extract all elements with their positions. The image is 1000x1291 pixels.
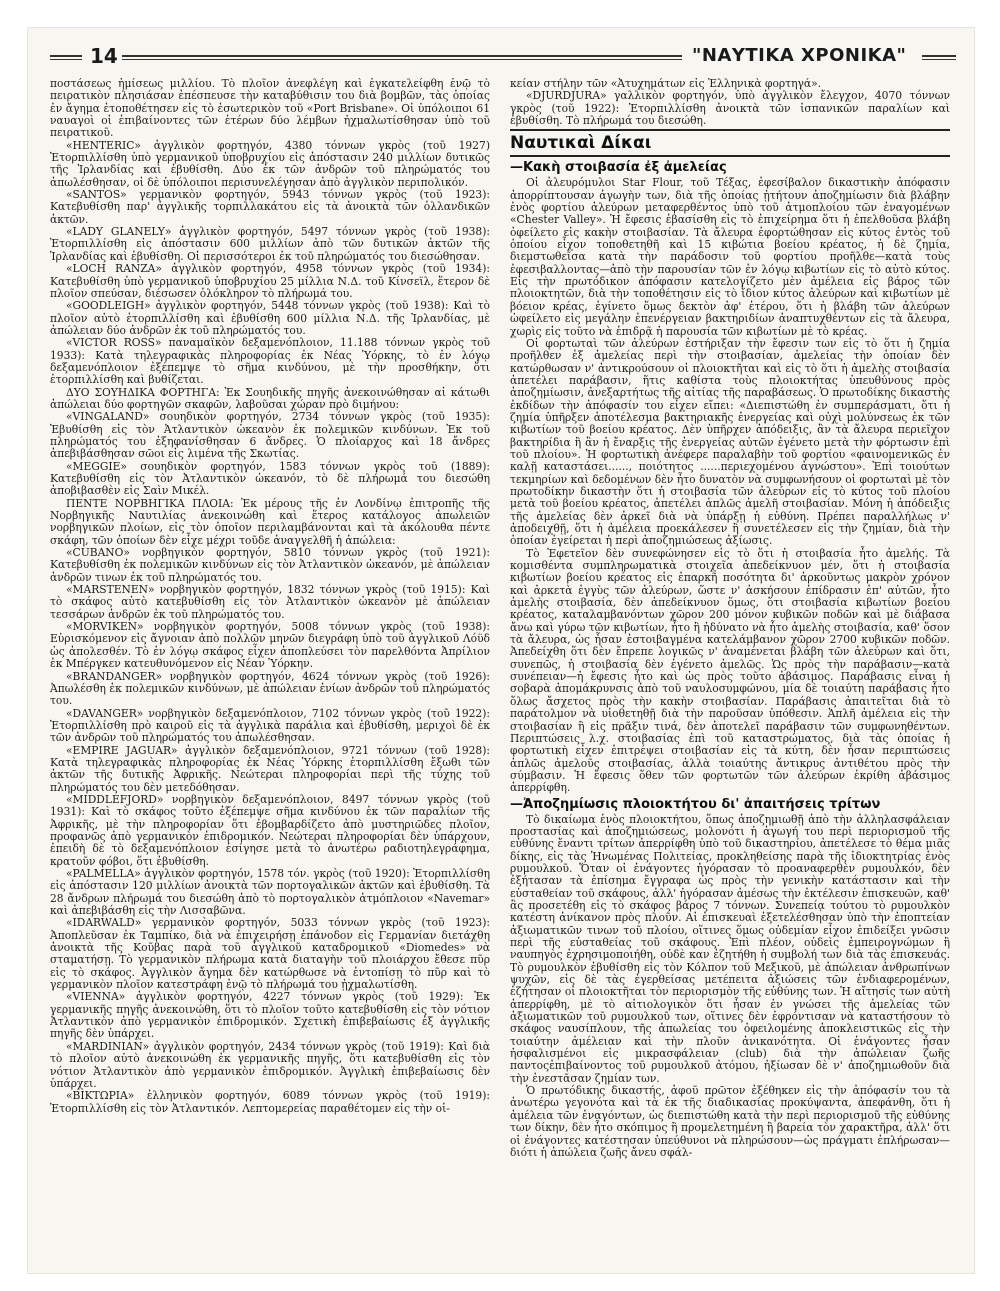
left-paragraph: «MORVIKEN» νορβηγικὸν φορτηγόν, 5008 τόννων γκρὸς (τοῦ 1938): Εὑρισκόμενον εἰς ἄγνοιαν ἀπὸ πολλῶν μηνῶν διεγράφη ὑπὸ τοῦ ἀγγλικοῦ Λόϋδ ὡς ἀπολεσθέν. Τὸ ἐν λόγῳ σκάφος εἶχεν ἀποπλεύσει τὸν παρελθόντα Ἀπρίλιον ἐκ Μπέργκεν κατευθυνόμενον εἰς Νέαν Ὑόρκην.: [50, 620, 490, 671]
header-rule-right: [922, 55, 956, 60]
article-paragraph: Τὸ δικαίωμα ἑνὸς πλοιοκτήτου, ὅπως ἀποζημιωθῇ ἀπὸ τὴν ἀλληλασφάλειαν προστασίας καὶ ἀποζημιώσεως, μολονότι ἡ ἀγωγή του περὶ περιορισμοῦ τῆς εὐθύνης ἔναντι τρίτων ἀπερρίφθη ὑπὸ τοῦ δικαστηρίου, ἀπετέλεσε τὸ θέμα μιᾶς δίκης, εἰς τὰς Ἡνωμένας Πολιτείας, προκληθείσης παρὰ τῆς ἰδιοκτητρίας ἑνὸς ρυμουλκοῦ. Ὅταν οἱ ἐνάγοντες ἠγόρασαν τὸ προαναφερθὲν ρυμουλκόν, δὲν ἐξήτασαν τὰ ἐπίσημα ἔγγραφα ὡς πρὸς τὴν γενικὴν κατάστασιν καὶ τὴν εὐσταθείαν τοῦ σκάφους, ἀλλ' ἠγόρασαν ἀμέσως τὴν ἐκτέλεσιν ἐπισκευῶν, καθ' ἃς προσετέθη εἰς τὸ σκάφος βάρος 7 τόννων. Συνεπείᾳ τούτου τὸ ρυμουλκὸν κατέστη ἀνίκανον πρὸς πλοῦν. Αἱ ἐπισκευαὶ ἐξετελέσθησαν ὑπὸ τὴν ἐποπτείαν ἀξιωματικῶν τινων τοῦ πλοίου, οἵτινες ὅμως οὐδεμίαν εἶχον ἐπιδείξει γνῶσιν περὶ τῆς εὐσταθείας τοῦ σκάφους. Ἐπὶ πλέον, οὐδεὶς ἐμπειρογνώμων ἢ ναυπηγὸς ἐχρησιμοποιήθη, οὐδὲ καν ἐζητήθη ἡ συμβολή των διὰ τὰς ἐπισκευάς. Τὸ ρυμουλκὸν ἐβυθίσθη εἰς τὸν Κόλπον τοῦ Μεξικοῦ, μὲ ἀπώλειαν ἀνθρωπίνων ψυχῶν, εἰς δὲ τὰς ἐγερθείσας μετέπειτα ἀξιώσεις τῶν ἐνδιαφερομένων, ἐζήτησαν οἱ πλοιοκτῆται τὸν περιορισμὸν τῆς εὐθύνης των. Ἡ αἴτησίς των αὐτὴ ἀπερρίφθη, μὲ τὸ αἰτιολογικὸν ὅτι ἦσαν ἐν γνώσει τῆς ἀμελείας τῶν ἀξιωματικῶν τοῦ ρυμουλκοῦ των, οἵτινες δὲν ἐφρόντισαν νὰ καταστήσουν τὸ σκάφος ναυσίπλουν, τῆς ἀπωλείας του ὀφειλομένης ἀποκλειστικῶς εἰς τὴν τοιαύτην ἀμέλειαν καὶ τὴν πλοῦν ἀνικανότητα. Οἱ ἐνάγοντες ἦσαν ἠσφαλισμένοι εἰς μικρασφάλειαν (club) διὰ τὴν ἀπώλειαν ζωῆς παντοςἐπιβαίνοντος τοῦ ρυμουλκοῦ ἀτόμου, ἠξίωσαν δὲ ν' ἀποζημιωθοῦν διὰ τὴν ἐνεστᾶσαν ζημίαν των.: [510, 812, 950, 1085]
subsection-heading: —Ἀποζημίωσις πλοιοκτήτου δι' ἀπαιτήσεις τρίτων: [510, 796, 881, 812]
subsection-heading: —Κακὴ στοιβασία ἐξ ἀμελείας: [510, 160, 727, 176]
left-paragraph: «EMPIRE JAGUAR» ἀγγλικὸν δεξαμενόπλοιον, 9721 τόννων (τοῦ 1928): Κατὰ τηλεγραφικὰς πληροφορίας ἐκ Νέας Ὑόρκης ἐτορπιλλίσθη ἔξωθι τῶν ἀκτῶν τῆς δυτικῆς Ἀφρικῆς. Νεώτεραι πληροφορίαι περὶ τῆς τύχης τοῦ πληρώματός του δὲν μετεδόθησαν.: [50, 743, 490, 794]
left-paragraph: «IDARWALD» γερμανικὸν φορτηγόν, 5033 τόννων γκρὸς (τοῦ 1923): Ἀποπλεῦσαν ἐκ Ταμπίκο, διὰ νὰ ἐπιχειρήσῃ ἐπάνοδον εἰς Γερμανίαν διετάχθη ἀνοικτὰ τῆς Κοῦβας παρὰ τοῦ ἀγγλικοῦ καταδρομικοῦ «Diomedes» νὰ σταματήσῃ. Τὸ γερμανικὸν πλήρωμα κατὰ διαταγὴν τοῦ πλοιάρχου ἔθεσε πῦρ εἰς τὸ σκάφος. Ἀγγλικὸν ἄγημα δὲν κατώρθωσε νὰ ἐντοπίσῃ τὸ πῦρ καὶ τὸ γερμανικὸν πλοῖον κατεστράφη ἐνῷ τὸ πλήρωμά του ᾐχμαλωτίσθη.: [50, 916, 490, 992]
left-paragraph: «VINGALAND» σουηδικὸν φορτηγόν, 2734 τόννων γκρὸς (τοῦ 1935): Ἐβυθίσθη εἰς τὸν Ἀτλαντικὸν ὠκεανὸν ἐκ πολεμικῶν κινδύνων. Ἐκ τοῦ πληρώματός του ἐξηφανίσθησαν 6 ἄνδρες. Ὁ πλοίαρχος καὶ 18 ἄνδρες ἀπεβιβάσθησαν σῶοι εἰς λιμένα τῆς Σκωτίας.: [50, 410, 490, 461]
left-paragraph: «DAVANGER» νορβηγικὸν δεξαμενόπλοιον, 7102 τόννων γκρὸς (τοῦ 1922): Ἐτορπιλλίσθη πρὸ καιροῦ εἰς τὰ ἀγγλικὰ παράλια καὶ ἐβυθίσθη, μεριχοὶ δὲ ἐκ τῶν ἀνδρῶν τοῦ πληρώματός του ἀπωλέσθησαν.: [50, 706, 490, 745]
left-paragraph: «GOODLEIGH» ἀγγλικὸν φορτηγόν, 5448 τόννων γκρὸς (τοῦ 1938): Καὶ τὸ πλοῖον αὐτὸ ἐτορπιλλίσθη καὶ ἐβυθίσθη 600 μίλλια Ν.Δ. τῆς Ἰρλανδίας, μὲ ἀπώλειαν δύο ἀνδρῶν ἐκ τοῦ πληρώματός του.: [50, 299, 490, 337]
journal-title: "ΝΑΥΤΙΚΑ ΧΡΟΝΙΚΑ": [692, 45, 907, 66]
section-title: Ναυτικαὶ Δίκαι: [510, 129, 950, 157]
left-paragraph: «MARSTENEN» νορβηγικὸν φορτηγόν, 1832 τόννων γκρὸς (τοῦ 1915): Καὶ τὸ σκάφος αὐτὸ κατεβυθίσθη εἰς τὸν Ἀτλαντικὸν ὠκεανὸν μὲ ἀπώλειαν τεσσάρων ἀνδρῶν ἐκ τοῦ πληρώματός του.: [50, 583, 490, 621]
right-intro-paragraph: «DJURDJURA» γαλλικὸν φορτηγόν, ὑπὸ ἀγγλικὸν ἔλεγχον, 4070 τόννων γκρὸς (τοῦ 1922): Ἐτορπιλλίσθη ἀνοικτὰ τῶν ἰσπανικῶν παραλίων καὶ ἐβυθίσθη. Τὸ πλήρωμά του διεσώθη.: [510, 89, 950, 128]
left-paragraph: «VICTOR ROSS» παναμαϊκὸν δεξαμενόπλοιον, 11.188 τόννων γκρὸς τοῦ 1933): Κατὰ τηλεγραφικὰς πληροφορίας ἐκ Νέας Ὑόρκης, τὸ ἐν λόγῳ δεξαμενόπλοιον ἐξέπεμψε τὸ σῆμα κινδύνου, μὲ τὴν προσθήκην, ὅτι ἐτορπιλλίσθη καὶ βυθίζεται.: [50, 336, 490, 387]
article-paragraph: Οἱ ἀλευρόμυλοι Star Flour, τοῦ Τέξας, ἐφεσίβαλον δικαστικὴν ἀπόφασιν ἀπορρίπτουσαν ἀγωγὴν των, διὰ τῆς ὁποίας ᾐτήτουν ἀποζημίωσιν διὰ βλάβην ἐνὸς φορτίου ἀλεύρων μεταφερθέντος ὑπὸ τοῦ ἀτμοπλοίου τῶν ἐναγομένων «Chester Valley». Ἡ ἔφεσις ἐβασίσθη εἰς τὸ ἐπιχείρημα ὅτι ἡ ἐπελθοῦσα βλάβη ὀφείλετο εἰς κακὴν στοιβασίαν. Τὰ ἄλευρα ἐφορτώθησαν εἰς κύτος ἐντὸς τοῦ ὁποίου εἶχον τοποθετηθῆ καὶ 15 κιβώτια βοείου κρέατος, ἡ δὲ ζημία, διεμστωθεῖσα κατὰ τὴν παράδοσιν τοῦ φορτίου προῆλθε—κατὰ τοὺς ἐφεσιβαλλοντας—ἀπὸ τὴν παρουσίαν τῶν ἐν λόγῳ κιβωτίων εἰς τὸ αὐτὸ κύτος. Εἰς τὴν πρωτόδικον ἀπόφασιν κατελογίζετο μὲν ἀμέλεια εἰς βάρος τῶν πλοιοκτητῶν, διὰ τὴν τοποθέτησιν εἰς τὸ ἴδιον κύτος ἀλεύρων καὶ κιβωτίων μὲ βόειον κρέας, ἐγίνετο ὅμως δεκτὸν ἀφ' ἑτέρου, ὅτι ἡ βλάβη τῶν ἀλεύρων ὠφείλετο εἰς μεγάλην ἐπενέργειαν βακτηριδίων ἀναπτυχθέντων εἰς τὰ ἄλευρα, χωρὶς εἰς τοῦτο νὰ ἐπιδρᾷ ἡ παρουσία τῶν κιβωτίων μὲ τὸ κρέας.: [510, 176, 950, 338]
left-column: [50, 78, 490, 1263]
left-paragraph: ΠΕΝΤΕ ΝΟΡΒΗΓΙΚΑ ΠΛΟΙΑ: Ἐκ μέρους τῆς ἐν Λονδίνῳ ἐπιτροπῆς τῆς Νορβηγικῆς Ναυτιλίας ἀνεκοινώθη καὶ ἕτερος κατάλογος ἀπωλειῶν νορβηγικῶν πλοίων, εἰς τὸν ὁποῖον περιλαμβάνονται καὶ τὰ ἀκόλουθα πέντε σκάφη, τῶν ὁποίων δὲν εἶχε μέχρι τοῦδε ἀναγγελθῆ ἡ ἀπώλεια:: [50, 496, 490, 547]
article-paragraph: Ὁ πρωτόδικης δικαστής, ἀφοῦ πρῶτον ἐξέθηκεν εἰς τὴν ἀπόφασίν του τὰ ἀνωτέρω γεγονότα καὶ τὰ ἐκ τῆς διαδικασίας προκύψαντα, ἀπεφάνθη, ὅτι ἡ ἀμέλεια τῶν ἐναγόντων, ὡς διεπιστώθη κατὰ τὴν περὶ περιορισμοῦ τῆς εὐθύνης των δίκην, δὲν ἦτο σκόπιμος ἢ προμελετημένη ἢ βαρεία τὸν χαρακτῆρα, ἀλλ' ὅτι οἱ ἐνάγοντες κατέστησαν ὑπεύθυνοι νὰ πληρώσουν—ὡς πράγματι ἐπλήρωσαν—διότι ἡ ἀπώλεια ζωῆς ἄνευ σφάλ-: [510, 1084, 950, 1159]
left-paragraph: ΔΥΟ ΣΟΥΗΔΙΚΑ ΦΟΡΤΗΓΑ: Ἐκ Σουηδικῆς πηγῆς ἀνεκοινώθησαν αἱ κάτωθι ἀπώλειαι δύο φορτηγῶν σκαφῶν, λαβοῦσαι χώραν πρὸ διμήνου:: [50, 385, 490, 411]
header-rule-middle: [122, 55, 682, 60]
left-paragraph: «LADY GLANELY» ἀγγλικὸν φορτηγόν, 5497 τόννων γκρὸς (τοῦ 1938): Ἐτορπιλλίσθη εἰς ἀπόστασιν 600 μιλλίων ἀπὸ τῶν δυτικῶν ἀκτῶν τῆς Ἰρλανδίας καὶ ἐβυθίσθη. Οἱ περισσότεροι ἐκ τοῦ πληρώματός του διεσώθησαν.: [50, 225, 490, 263]
right-column: [510, 78, 950, 1263]
left-paragraph: «MARDINIAN» ἀγγλικὸν φορτηγόν, 2434 τόννων γκρὸς (τοῦ 1919): Καὶ διὰ τὸ πλοῖον αὐτὸ ἀνεκοινώθη ἐκ γερμανικῆς πηγῆς, ὅτι κατεβυθίσθη εἰς τὸν νότιον Ἀτλαντικὸν ἀπὸ γερμανικὸν ἐπιδρομικόν. Ἀγγλικὴ ἐπιβεβαίωσις δὲν ὑπάρχει.: [50, 1039, 490, 1090]
left-paragraph: «SANTOS» γερμανικὸν φορτηγόν, 5943 τόννων γκρὸς (τοῦ 1923): Κατεβυθίσθη παρ' ἀγγλικῆς τορπιλλακάτου εἰς τὰ ἀνοικτὰ τῶν ὁλλανδικῶν ἀκτῶν.: [50, 188, 490, 226]
left-paragraph: «BRANDANGER» νορβηγικὸν φορτηγόν, 4624 τόννων γκρὸς (τοῦ 1926): Ἀπωλέσθη ἐκ πολεμικῶν κινδύνων, μὲ ἀπώλειαν ἐνίων ἀνδρῶν τοῦ πληρώματός του.: [50, 669, 490, 708]
left-paragraph: «PALMELLA» ἀγγλικὸν φορτηγόν, 1578 τόν. γκρὸς (τοῦ 1920): Ἐτορπιλλίσθη εἰς ἀπόστασιν 120 μιλλίων ἀνοικτὰ τῶν πορτογαλικῶν ἀκτῶν καὶ ἐβυθίσθη. Τὰ 28 ἄνδρων πλήρωμά του διεσώθη ἀπὸ τὸ πορτογαλικὸν ἀτμόπλοιον «Navemar» καὶ ἀπεβιβάσθη εἰς τὴν Λισσαβῶνα.: [50, 867, 490, 918]
left-paragraph: «VIENNA» ἀγγλικὸν φορτηγόν, 4227 τόννων γκρὸς (τοῦ 1929): Ἐκ γερμανικῆς πηγῆς ἀνεκοινώθη, ὅτι τὸ πλοῖον τοῦτο κατεβυθίσθη εἰς τὸν νότιον Ἀτλαντικὸν ἀπὸ γερμανικὸν ἐπιδρομικόν. Σχετικὴ ἐπιβεβαίωσις ἐξ ἀγγλικῆς πηγῆς δὲν ὑπάρχει.: [50, 990, 490, 1041]
left-paragraph: ποστάσεως ἡμίσεως μιλλίου. Τὸ πλοῖον ἀνεφλέγη καὶ ἐγκατελείφθη ἐνῷ τὸ πειρατικὸν πλησιάσαν ἐπέσπευσε τὴν καταβύθισιν του διὰ βομβῶν, τὰς ὁποίας ἐν ἄγημα ἐτοποθέτησεν εἰς τὸ ἐσωτερικὸν τοῦ «Port Brisbane». Οἱ ὑπόλοιποι 61 ναυαγοὶ οἱ ἐπιβαίνοντες τῶν ἑτέρων δύο λέμβων ἠχμαλωτίσθησαν ὑπὸ τοῦ πειρατικοῦ.: [50, 78, 490, 140]
page-header: [50, 42, 956, 70]
left-paragraph: «CUBANO» νορβηγικὸν φορτηγόν, 5810 τόννων γκρὸς (τοῦ 1921): Κατεβυθίσθη ἐκ πολεμικῶν κινδύνων εἰς τὸν Ἀτλαντικὸν ὠκεανόν, μὲ ἀπώλειαν ἀνδρῶν τινων ἐκ τοῦ πληρώματός του.: [50, 546, 490, 584]
left-paragraph: «HENTERIC» ἀγγλικὸν φορτηγόν, 4380 τόννων γκρὸς (τοῦ 1927) Ἐτορπιλλίσθη ὑπὸ γερμανικοῦ ὑποβρυχίου εἰς ἀπόστασιν 240 μιλλίων δυτικῶς τῆς Ἰρλανδίας καὶ ἐβυθίσθη. Δύο ἐκ τῶν ἀνδρῶν τοῦ πληρώματός του ἀπωλέσθησαν, οἱ δὲ ὑπόλοιποι περισυνελέγησαν ἀπὸ ἀγγλικὸν περιπολικόν.: [50, 138, 490, 189]
left-paragraph: «ΒΙΚΤΩΡΙΑ» ἑλληνικὸν φορτηγόν, 6089 τόννων γκρὸς (τοῦ 1919): Ἐτορπιλλίσθη εἰς τὸν Ἀτλαντικόν. Λεπτομερείας παραθέτομεν εἰς τὴν οἰ-: [50, 1089, 490, 1115]
header-rule-left: [50, 55, 82, 60]
right-intro-paragraph: κείαν στήλην τῶν «Ἀτυχημάτων εἰς Ἑλληνικὰ φορτηγά».: [510, 78, 822, 90]
article-paragraph: Οἱ φορτωταὶ τῶν ἀλεύρων ἐστήριξαν τὴν ἔφεσιν των εἰς τὸ ὅτι ἡ ζημία προῆλθεν ἐξ ἀμελείας περὶ τὴν στοιβασίαν, ἀμελείας τὴν ὁποίαν δὲν κατώρθωσαν ν' ἀντικρούσουν οἱ πλοιοκτῆται καὶ εἰς τὸ ὅτι ἡ ἀμελὴς στοιβασία ἀπετέλει παράβασιν, ἥτις καθίστα τοὺς πλοιοκτήτας ὑπευθύνους πρὸς ἀποζημίωσιν, ἀνεξαρτήτως τῆς αἰτίας τῆς παραβάσεως. Ὁ πρωτοδίκης δικαστὴς ἐκδίδων τὴν ἀπόφασίν του εἶχεν εἴπει: «Διεπιστώθη ἐν συμπεράσματι, ὅτι ἡ ζημία ὑπῆρξεν ἀποτέλεσμα βακτηριακῆς ἐνεργείας καὶ οὐχὶ μολύνσεως ἐκ τῶν κιβωτίων τοῦ βοείου κρέατος. Δὲν ὑπῆρχεν ἀπόδειξις, ἂν τὰ ἄλευρα περιεῖχον βακτηρίδια ἢ ἂν ἡ ἔναρξις τῆς ἐνεργείας αὐτῶν ἐγένετο μετὰ τὴν φόρτωσιν ἐπὶ τοῦ πλοίου». Ἡ φορτωτικὴ ἀνέφερε παραλαβὴν τοῦ φορτίου «φαινομενικῶς ἐν καλῇ καταστάσει......, ποιότητος ......περιεχομένου ἀγνώστου». Ἐπὶ τοιούτων τεκμηρίων καὶ δεδομένων δὲν ἦτο δυνατὸν νὰ συμφωνήσουν οἱ φορτωταὶ μὲ τὸν πρωτοδίκην δικαστὴν ὅτι ἡ στοιβασία τῶν ἀλεύρων εἰς τὸ κύτος τοῦ πλοίου μετὰ τοῦ βοείου κρέατος, ἀπετέλει ἁπλῶς ἀμελῆ στοιβασίαν. Μόνη ἡ ἀπόδειξις τῆς ἀμελείας δὲν ἀρκεῖ διὰ νὰ ὑπάρξῃ ἡ εὐθύνη. Πρέπει παραλλήλως ν' ἀποδειχθῇ, ὅτι ἡ ἀμέλεια προεκάλεσεν ἢ συνετέλεσεν εἰς τὴν ζημίαν, διὰ τὴν ὁποίαν ἐγείρεται ἡ περὶ ἀποζημιώσεως ἀξίωσις.: [510, 336, 950, 548]
article-paragraph: Τὸ Ἐφετεῖον δὲν συνεφώνησεν εἰς τὸ ὅτι ἡ στοιβασία ἦτο ἀμελής. Τὰ κομισθέντα συμπληρωματικὰ στοιχεῖα ἀπεδείκνυον μέν, ὅτι ἡ στοιβασία κιβωτίων βοείου κρέατος εἰς ἐπαρκῆ ποσότητα δι' ἀρκοῦντως μακρὸν χρόνον καὶ ἀρκετὰ ἐγγὺς τῶν ἀλεύρων, ὥστε ν' ἀσκήσουν ἐπίδρασιν ἐπ' αὐτῶν, ἦτο ἀμελὴς στοιβασία, δὲν ἀπεδείκνυον ὅμως, ὅτι στοιβασία κιβωτίων βοείου κρέατος, καταλαμβανόντων χῶρον 200 μόνον κυβικῶν ποδῶν καὶ μὲ διάβασα ἄνω καὶ γύρω τῶν κιβωτίων, ἦτο ἢ ἠδύνατο νὰ ἦτο ἀμελὴς στοιβασία, καθ' ὅσον τὰ ἄλευρα, ὡς ἦσαν ἐστοιβαγμένα κατελάμβανον χῶρον 2700 κυβικῶν ποδῶν. Ἀπεδείχθη ὅτι δὲν ἔπρεπε λογικῶς ν' ἀναμένεται βλάβη τῶν ἀλεύρων καὶ ὅτι, συνεπῶς, ἡ στοιβασία δὲν ἐγένετο ἀμελῶς. Ὡς πρὸς τὴν παράβασιν—κατὰ συνέπειαν—ἡ ἔφεσις ἦτο καὶ ὡς πρὸς τοῦτο ἀβάσιμος. Παράβασις εἶναι ἡ σοβαρὰ ἀπομάκρυνσις ἀπὸ τοῦ ναυλοσυμφώνου, μία δὲ τοιαύτη παράβασις ἦτο ὅλως ἄσχετος πρὸς τὴν κακὴν στοιβασίαν. Παράβασις ἀπαιτεῖται διὰ τὸ παράτολμον νὰ υἱοθετηθῇ διὰ τὴν παροῦσαν ὑπόθεσιν. Ἁπλῆ ἀμέλεια εἰς τὴν στοιβασίαν ἢ εἰς πρᾶξιν τινά, δὲν ἀποτελεῖ παράβασιν τῶν συμφωνηθέντων. Περιπτώσεις λ.χ. στοιβασίας ἐπὶ τοῦ καταστρώματος, διὰ τὰς ὁποίας ἡ φορτωτικὴ εἶχεν ἐπιτρέψει στοιβασίαν εἰς τὰ κύτη, δὲν ἦσαν περιπτώσεις ἁπλῶς ἀμελοῦς στοιβασίας, ἀλλὰ τοιαύτης ἄντικρυς ἀντιθέτου πρὸς τὴν σύμβασιν. Ἡ ἔφεσις ὅθεν τῶν φορτωτῶν τῶν ἀλεύρων ἐκρίθη ἀβάσιμος ἀπερρίφθη.: [510, 546, 950, 795]
page-number: 14: [90, 44, 118, 68]
left-paragraph: «MEGGIE» σουηδικὸν φορτηγόν, 1583 τόννων γκρὸς τοῦ (1889): Κατεβυθίσθη εἰς τὸν Ἀτλαντικὸν ὠκεανόν, τὸ δὲ πλήρωμά του διεσώθη ἀποβιβασθὲν εἰς Σαὶν Μικέλ.: [50, 459, 490, 498]
newspaper-page: [28, 28, 974, 1273]
left-paragraph: «LOCH RANZA» ἀγγλικὸν φορτηγόν, 4958 τόννων γκρὸς (τοῦ 1934): Κατεβυθίσθη ὑπὸ γερμανικοῦ ὑποβρυχίου 25 μίλλια Ν.Δ. τοῦ Κίνσεϊλ, ἕτερον δὲ πλοῖον σπεύσαν, διέσωσεν ὁλόκληρον τὸ πλήρωμά του.: [50, 262, 490, 300]
left-paragraph: «MIDDLEFJORD» νορβηγικὸν δεξαμενόπλοιον, 8497 τόννων γκρὸς (τοῦ 1931): Καὶ τὸ σκάφος τοῦτο ἐξέπεμψε σῆμα κινδύνου ἐκ τῶν παραλίων τῆς Ἀφρικῆς, μὲ τὴν πληροφορίαν ὅτι ἐβομβαρδίζετο ἀπὸ μυστηριῶδες πλοῖον, προφανῶς ἀπὸ γερμανικὸν ἐπιδρομικόν. Νεώτεραι πληροφορίαι δὲν ὑπάρχουν, ἐπειδὴ δὲ τὸ δεξαμενόπλοιον ἐσίγησε μετὰ τὸ ἀνωτέρω ραδιοτηλεγράφημα, κρατοῦν φόβοι, ὅτι ἐβυθίσθη.: [50, 792, 490, 868]
